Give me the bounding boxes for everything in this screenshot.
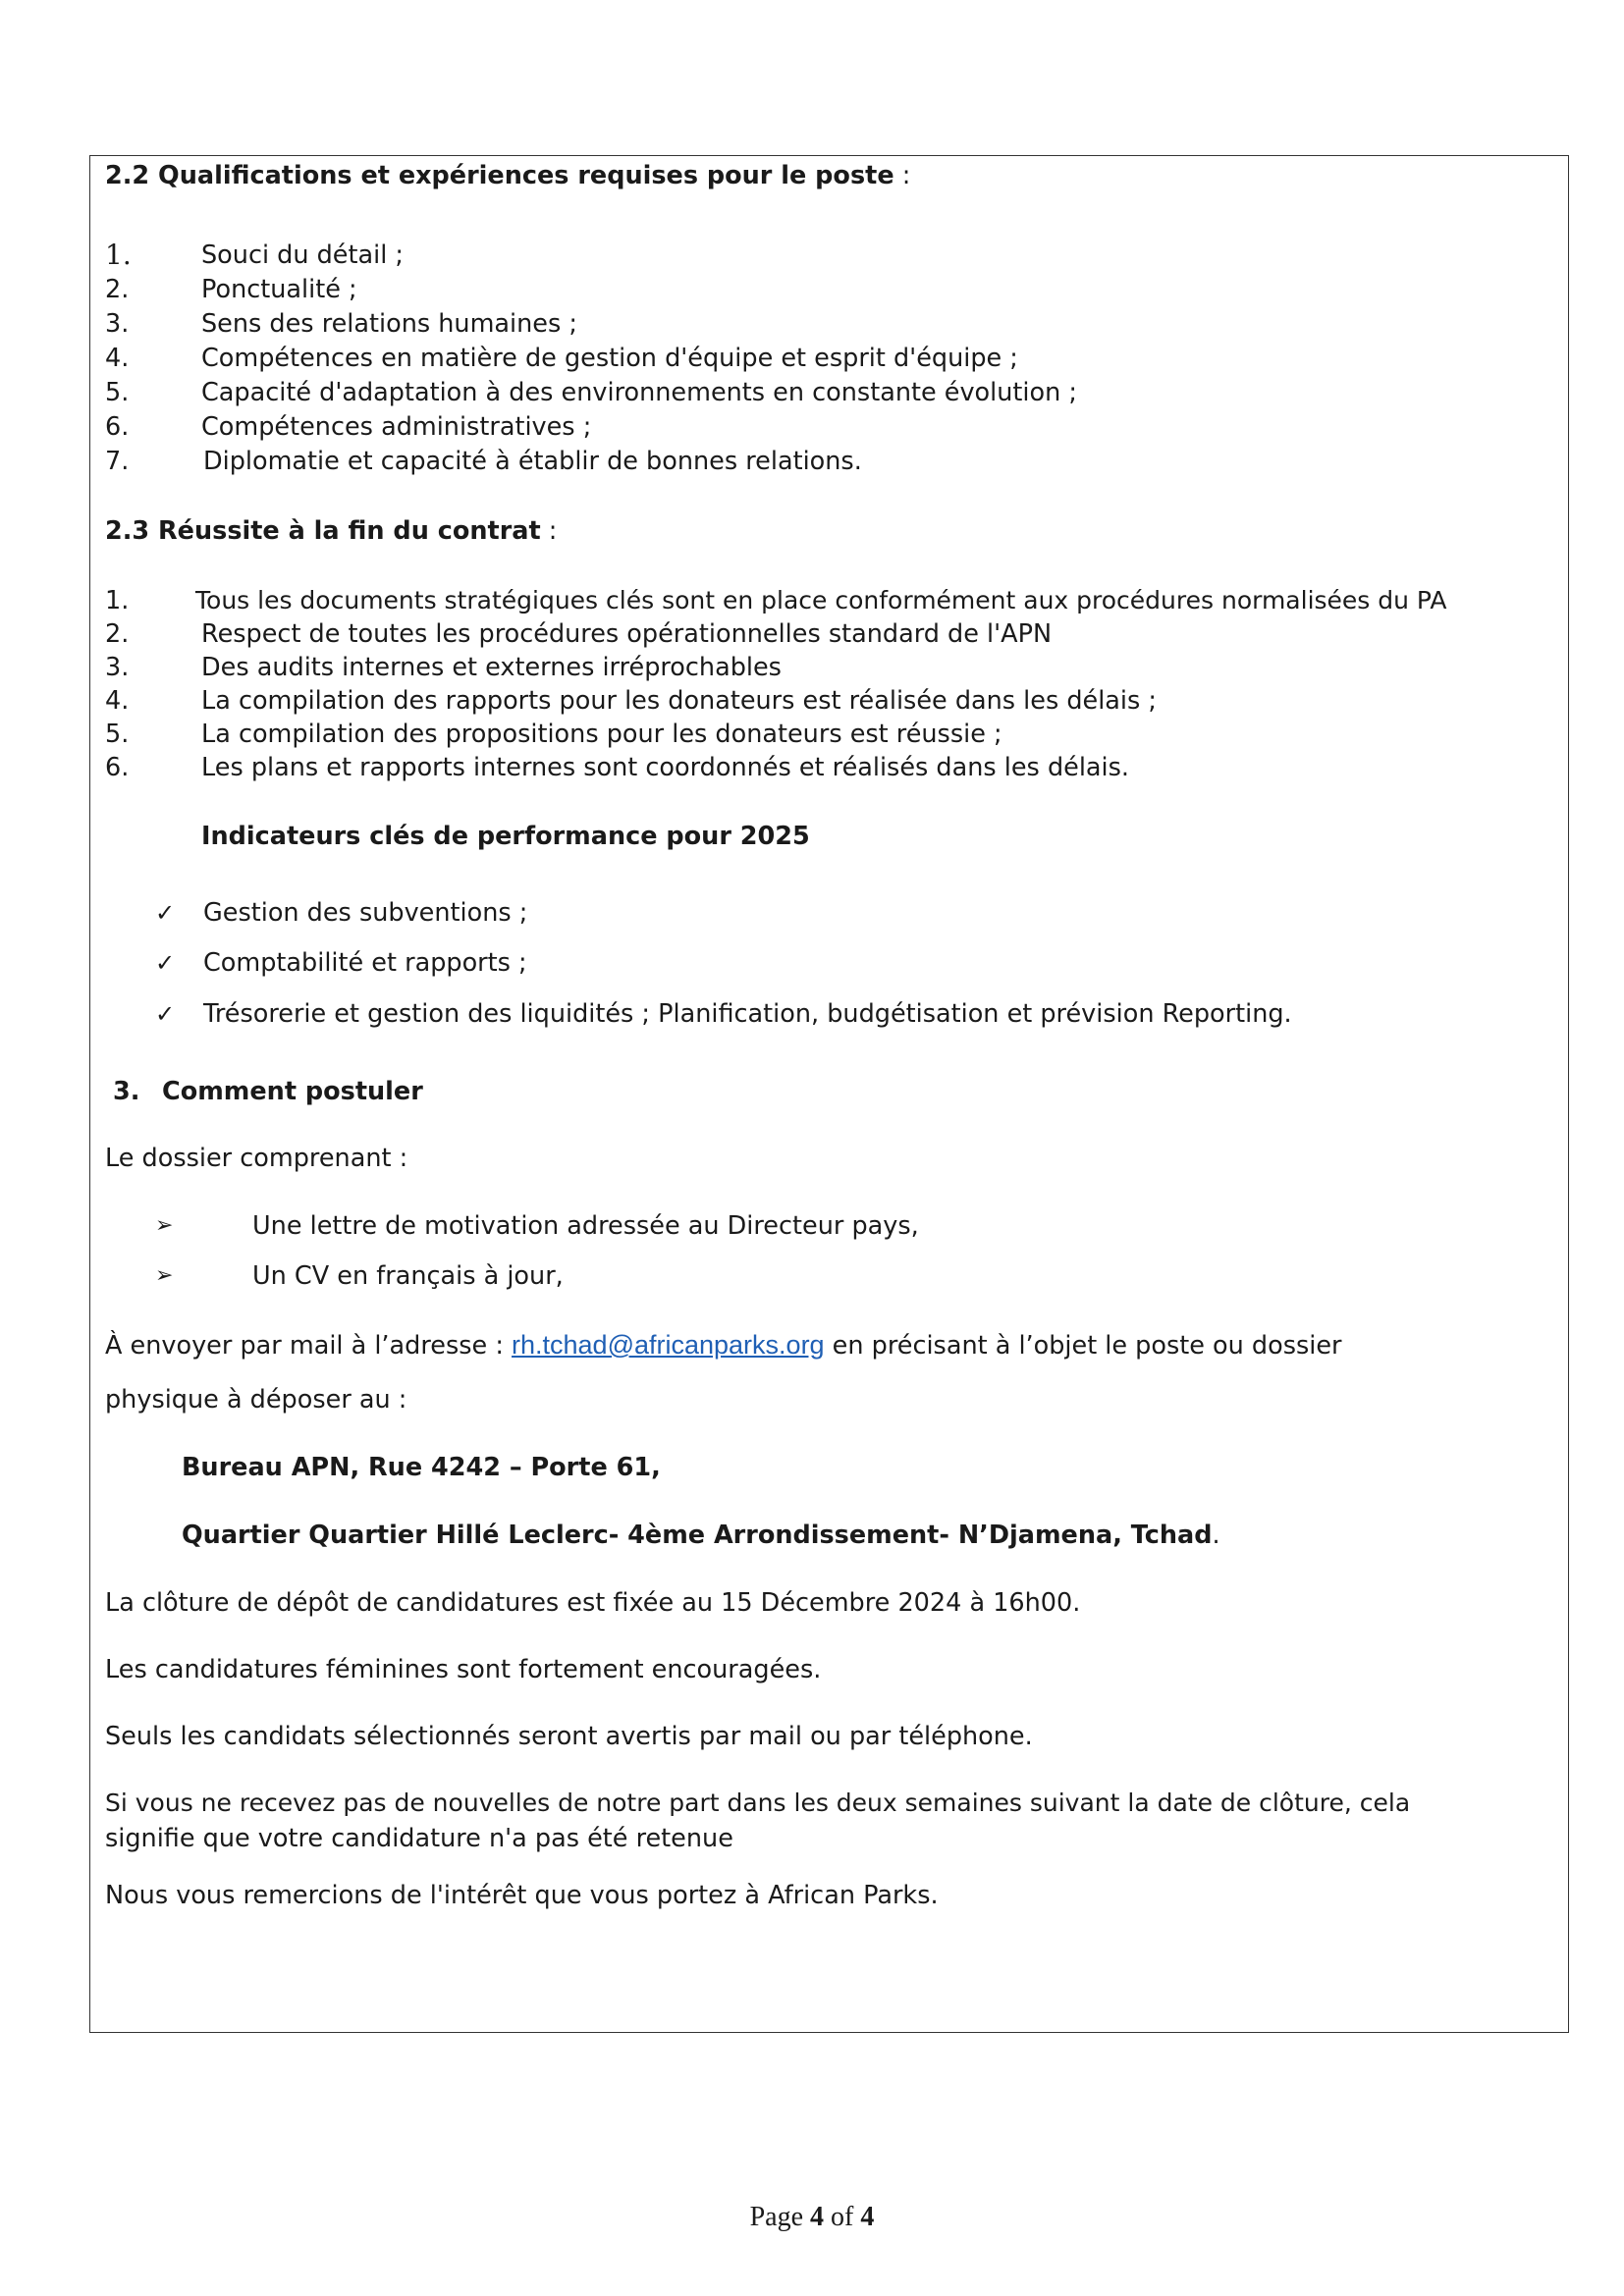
send-instructions-line2: physique à déposer au :: [105, 1385, 407, 1415]
list-number: 3.: [105, 653, 130, 682]
email-link[interactable]: rh.tchad@africanparks.org: [512, 1330, 825, 1360]
list-item: Capacité d'adaptation à des environnements en constante évolution ;: [201, 378, 1077, 407]
list-item: Compétences administratives ;: [201, 412, 592, 442]
section-2-3-heading: 2.3 Réussite à la fin du contrat :: [105, 516, 558, 546]
list-item: Respect de toutes les procédures opérationnelles standard de l'APN: [201, 619, 1053, 649]
list-number: 6.: [105, 412, 130, 442]
list-item: Gestion des subventions ;: [203, 898, 528, 928]
application-intro: Le dossier comprenant :: [105, 1144, 408, 1173]
arrow-bullet-icon: ➢: [155, 1213, 174, 1238]
total-pages-number: 4: [860, 2202, 875, 2232]
section-3-number: 3.: [113, 1077, 140, 1106]
list-item: Diplomatie et capacité à établir de bonnes relations.: [203, 447, 862, 476]
list-item: Comptabilité et rapports ;: [203, 948, 527, 978]
list-item: Tous les documents stratégiques clés sont en place conformément aux procédures normalisées du PA: [195, 586, 1447, 614]
list-number: 2.: [105, 275, 130, 304]
list-number: 2.: [105, 619, 130, 649]
check-icon: ✓: [155, 949, 176, 977]
list-item: La compilation des rapports pour les donateurs est réalisée dans les délais ;: [201, 686, 1157, 716]
list-item: Sens des relations humaines ;: [201, 309, 577, 339]
list-item: Trésorerie et gestion des liquidités ; Planification, budgétisation et prévision Reporting.: [203, 999, 1292, 1029]
list-item: Compétences en matière de gestion d'équipe et esprit d'équipe ;: [201, 344, 1018, 373]
list-item: Souci du détail ;: [201, 240, 404, 270]
kpi-heading: Indicateurs clés de performance pour 2025: [201, 822, 810, 851]
list-number: 7.: [105, 447, 130, 476]
no-news-text: Si vous ne recevez pas de nouvelles de notre part dans les deux semaines suivant la date de clôture, cela: [105, 1789, 1411, 1817]
list-item: Une lettre de motivation adressée au Directeur pays,: [252, 1211, 919, 1241]
list-number: 5.: [105, 378, 130, 407]
send-instructions: À envoyer par mail à l’adresse : rh.tchad@africanparks.org en précisant à l’objet le poste ou dossier: [105, 1330, 1342, 1361]
section-2-2-heading: 2.2 Qualifications et expériences requises pour le poste :: [105, 161, 911, 190]
list-item: Des audits internes et externes irréprochables: [201, 653, 782, 682]
section-3-heading: Comment postuler: [162, 1077, 423, 1106]
list-number: 4.: [105, 686, 130, 716]
address-line-2: Quartier Quartier Hillé Leclerc- 4ème Arrondissement- N’Djamena, Tchad.: [182, 1521, 1220, 1550]
check-icon: ✓: [155, 1000, 176, 1028]
list-number: 3.: [105, 309, 130, 339]
list-item: Un CV en français à jour,: [252, 1261, 564, 1291]
list-number: 5.: [105, 720, 130, 749]
address-line-1: Bureau APN, Rue 4242 – Porte 61,: [182, 1453, 661, 1482]
list-item: Ponctualité ;: [201, 275, 357, 304]
list-number: 1.: [105, 586, 130, 615]
list-item: Les plans et rapports internes sont coordonnés et réalisés dans les délais.: [201, 753, 1130, 782]
list-number: 4.: [105, 344, 130, 373]
list-number: 1.: [105, 239, 132, 271]
deadline-text: La clôture de dépôt de candidatures est fixée au 15 Décembre 2024 à 16h00.: [105, 1588, 1081, 1618]
selected-candidates-text: Seuls les candidats sélectionnés seront avertis par mail ou par téléphone.: [105, 1722, 1033, 1751]
check-icon: ✓: [155, 899, 176, 927]
list-item: La compilation des propositions pour les donateurs est réussie ;: [201, 720, 1002, 749]
women-encouraged-text: Les candidatures féminines sont fortement encouragées.: [105, 1655, 822, 1684]
no-news-text-line2: signifie que votre candidature n'a pas été retenue: [105, 1824, 733, 1853]
current-page-number: 4: [810, 2202, 825, 2232]
page-footer: Page 4 of 4: [749, 2202, 875, 2232]
list-number: 6.: [105, 753, 130, 782]
thanks-text: Nous vous remercions de l'intérêt que vous portez à African Parks.: [105, 1881, 939, 1910]
arrow-bullet-icon: ➢: [155, 1263, 174, 1288]
